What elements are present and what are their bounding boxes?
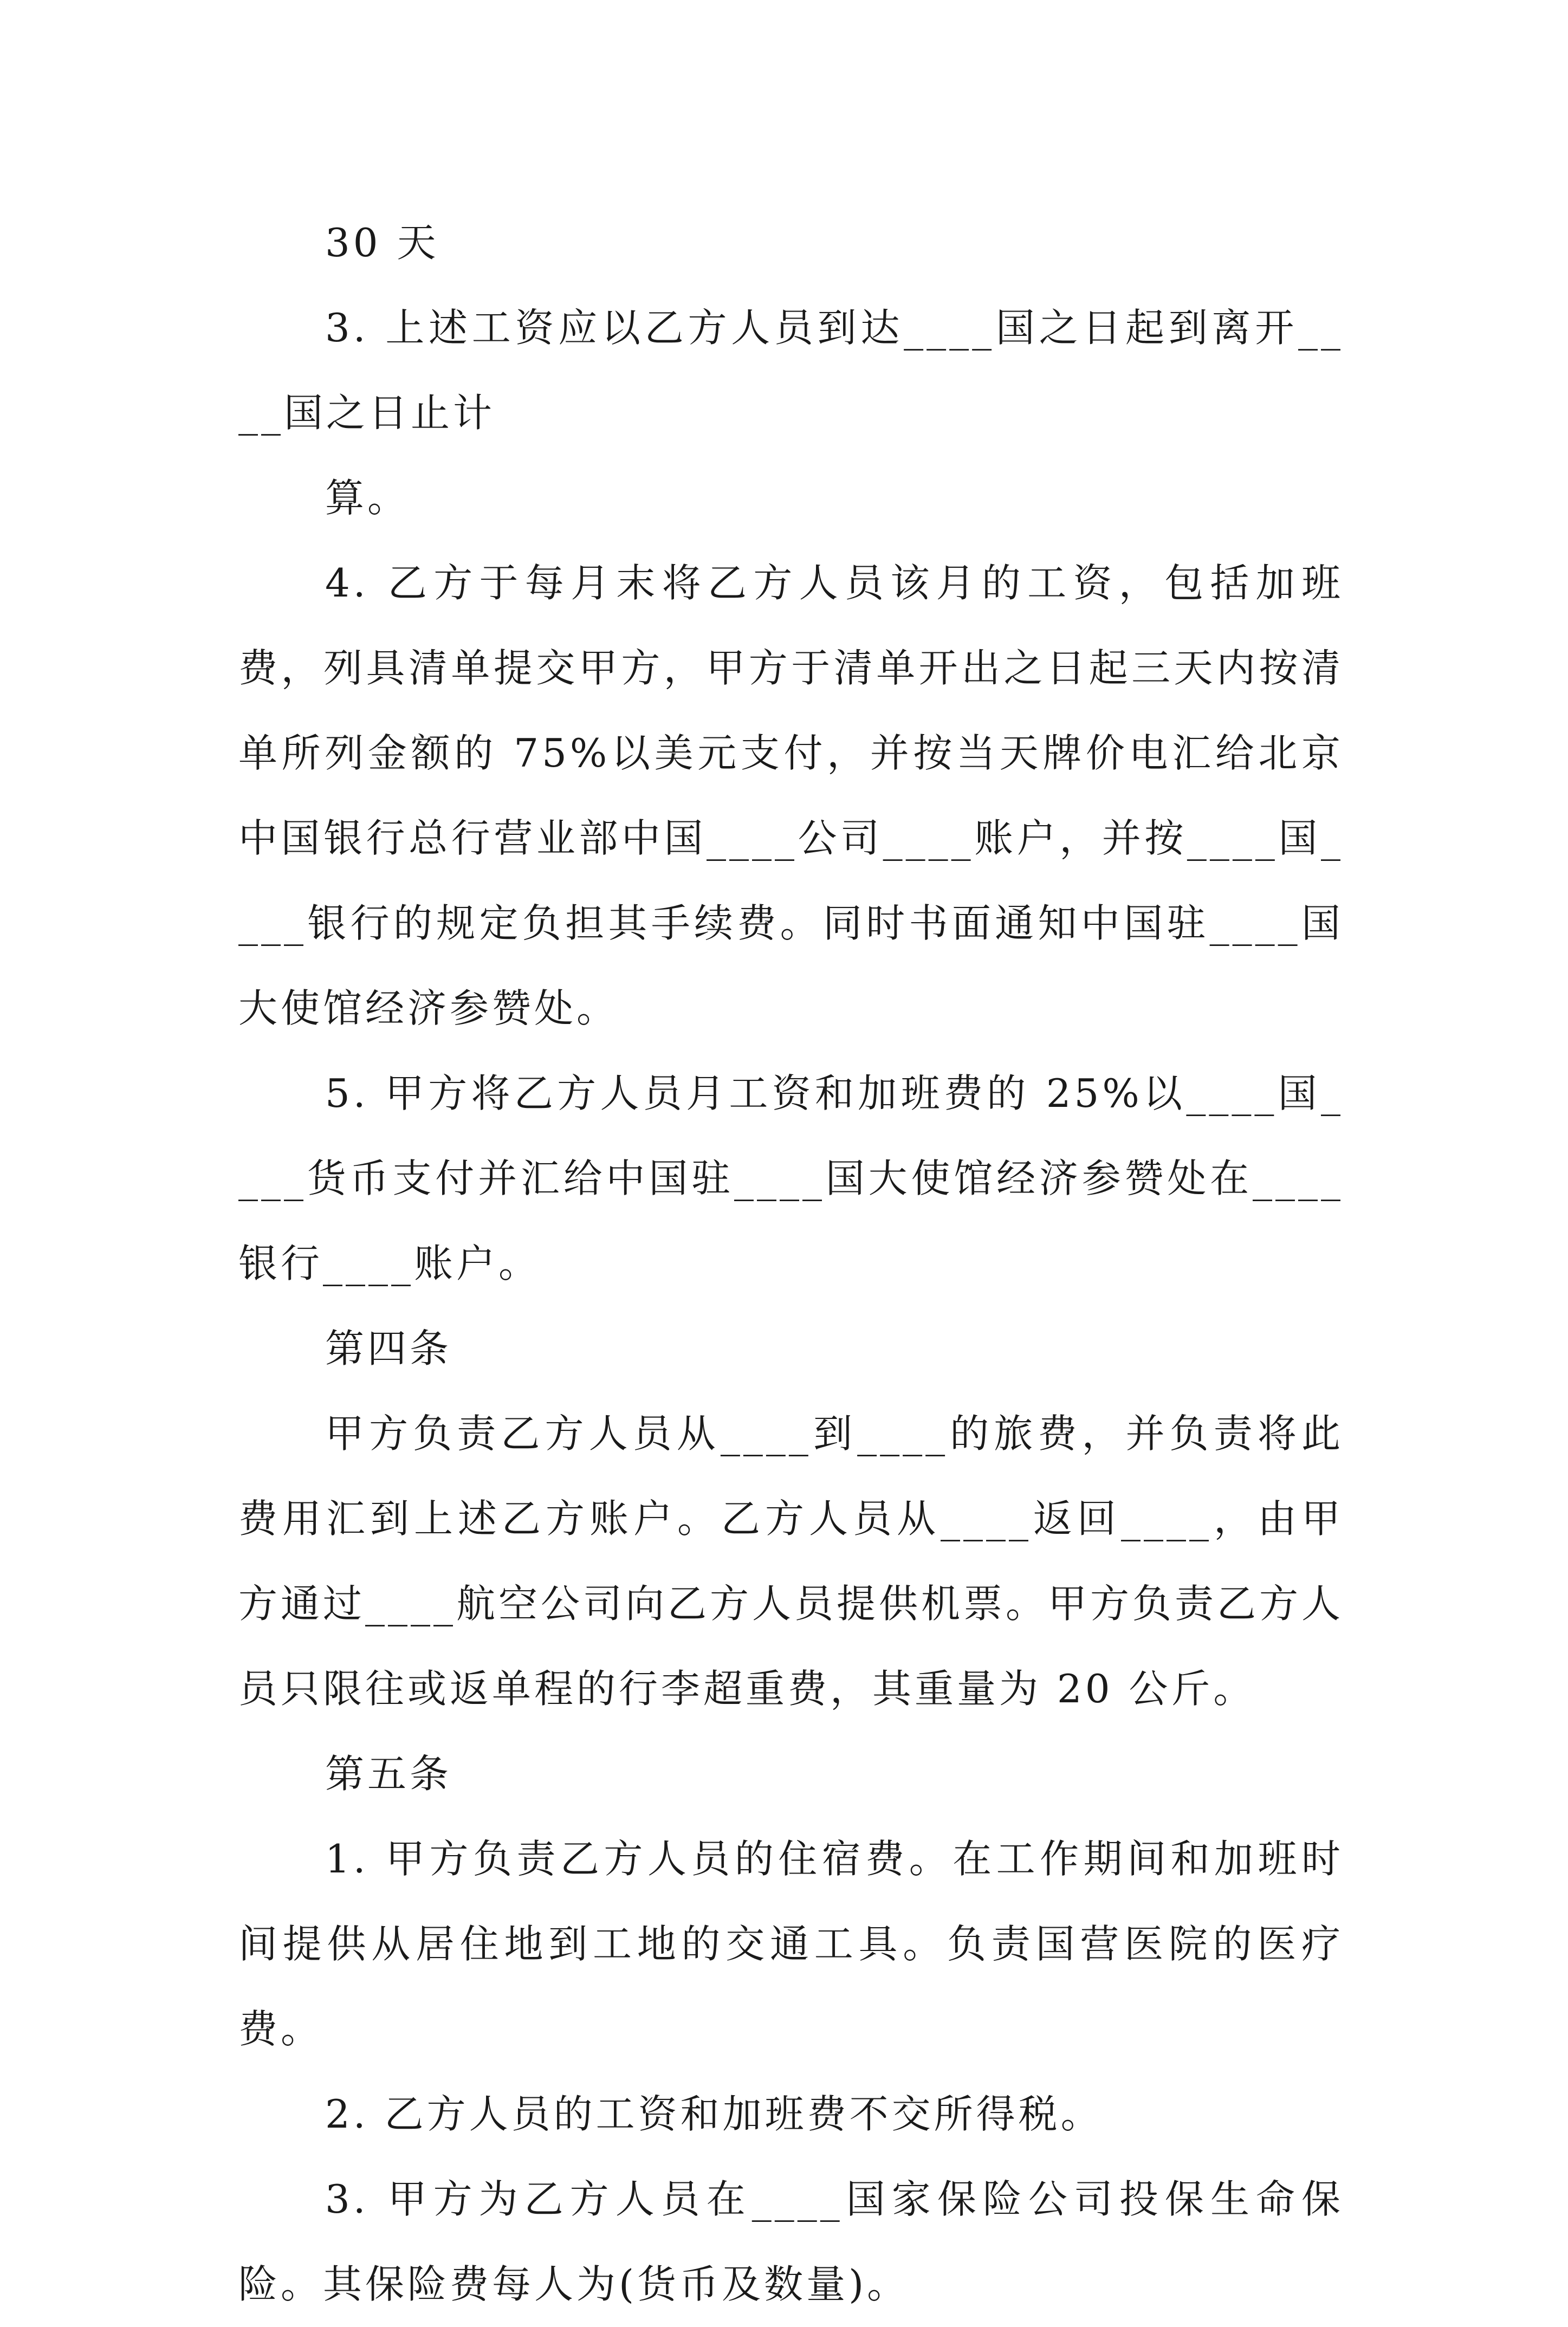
article-heading-5: 第五条 bbox=[325, 1751, 452, 1797]
article-heading-4: 第四条 bbox=[325, 1326, 452, 1371]
paragraph-item-1-accommodation: 1. 甲方负责乙方人员的住宿费。在工作期间和加班时间提供从居住地到工地的交通工具。负责国营医院的医疗费。 bbox=[238, 1836, 1344, 2052]
paragraph-item-3-continuation: 算。 bbox=[325, 475, 410, 521]
paragraph-item-4-monthly-payment: 4. 乙方于每月末将乙方人员该月的工资，包括加班费，列具清单提交甲方，甲方于清单开出之日起三天内按清单所列金额的 75%以美元支付，并按当天牌价电汇给北京中国银行总行营业部中国____公司____账户，并按____国____银行的规定负担其手续费。同时书面通知中国驻____国大使馆经济参赞处。 bbox=[238, 560, 1344, 1031]
paragraph-item-3-salary-period: 3. 上述工资应以乙方人员到达____国之日起到离开____国之日止计 bbox=[238, 305, 1344, 436]
paragraph-item-3-insurance: 3. 甲方为乙方人员在____国家保险公司投保生命保险。其保险费每人为(货币及数量)。 bbox=[238, 2176, 1344, 2307]
document-body bbox=[238, 200, 1344, 2327]
paragraph-travel-expenses: 甲方负责乙方人员从____到____的旅费，并负责将此费用汇到上述乙方账户。乙方人员从____返回____，由甲方通过____航空公司向乙方人员提供机票。甲方负责乙方人员只限往或返单程的行李超重费，其重量为 20 公斤。 bbox=[238, 1411, 1344, 1712]
paragraph-item-5-local-currency: 5. 甲方将乙方人员月工资和加班费的 25%以____国____货币支付并汇给中国驻____国大使馆经济参赞处在____银行____账户。 bbox=[238, 1071, 1344, 1286]
paragraph-days: 30 天 bbox=[325, 220, 439, 265]
paragraph-item-2-tax: 2. 乙方人员的工资和加班费不交所得税。 bbox=[325, 2091, 1103, 2137]
